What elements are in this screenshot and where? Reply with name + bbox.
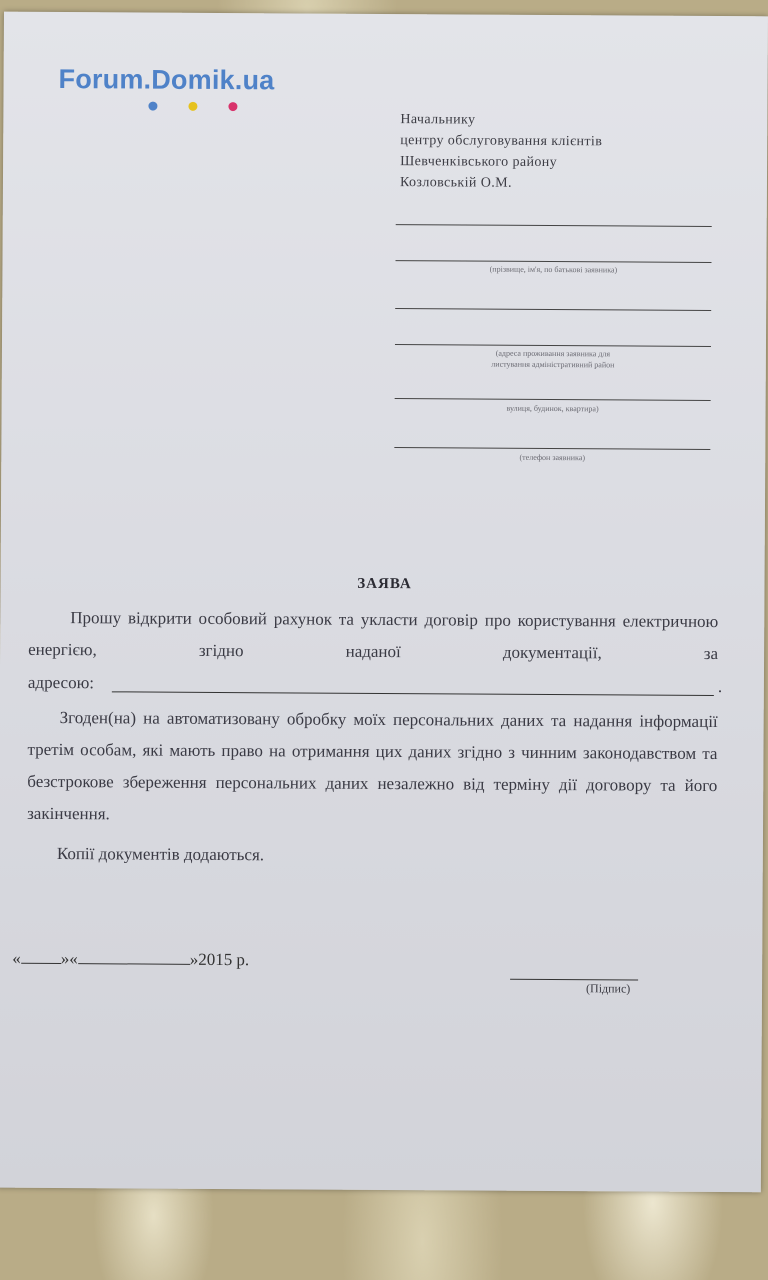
addressee-line-4: Козловській О.М. [399, 175, 512, 191]
service-address-label: адресою: [27, 672, 95, 693]
service-address-row [27, 669, 723, 701]
document-title: ЗАЯВА [357, 575, 412, 593]
caption-phone: (телефон заявника) [519, 452, 586, 463]
signature-field[interactable] [510, 979, 638, 981]
service-address-field[interactable] [112, 691, 714, 696]
signature-caption: (Підпис) [586, 981, 631, 996]
caption-street: вулиця, будинок, квартира) [506, 403, 599, 414]
watermark-dot-yellow [188, 102, 197, 111]
watermark-dots [148, 102, 248, 113]
addressee-line-2: центру обслуговування клієнтів [400, 133, 603, 150]
date-quote-open: « [12, 948, 21, 968]
document-sheet [0, 12, 768, 1193]
applicant-name-line-2[interactable] [395, 260, 711, 263]
caption-name: (прізвище, ім'я, по батькові заявника) [489, 264, 618, 275]
applicant-address-line-2[interactable] [395, 344, 711, 347]
applicant-address-line-1[interactable] [395, 308, 711, 311]
service-address-end: . [717, 677, 723, 697]
attachments-note: Копії документів додаються. [56, 844, 265, 865]
addressee-line-1: Начальнику [400, 112, 476, 128]
request-paragraph: Прошу відкрити особовий рахунок та укласти договір про користування електричною енергією, згідно наданої документації, за [28, 608, 719, 664]
watermark-dot-blue [148, 102, 157, 111]
applicant-street-line[interactable] [395, 398, 711, 401]
applicant-name-line-1[interactable] [396, 224, 712, 227]
caption-address-2: листування адміністративний район [491, 359, 615, 370]
applicant-phone-line[interactable] [394, 447, 710, 450]
watermark-logo: Forum.Domik.ua [58, 64, 275, 96]
date-row [12, 949, 249, 970]
consent-paragraph: Згоден(на) на автоматизовану обробку моїх персональних даних та надання інформації третім особам, які мають право на отримання цих даних згідно з чинним законодавством та безстрокове збереження персональних даних незалежно від терміну дії договору та його закінчення. [27, 708, 718, 824]
date-day-field[interactable] [21, 962, 61, 964]
caption-address-1: (адреса проживання заявника для [495, 348, 611, 359]
addressee-line-3: Шевченківського району [400, 154, 558, 171]
date-quote-close: » [189, 949, 199, 969]
date-year: 2015 р. [198, 949, 250, 970]
date-month-field[interactable] [78, 962, 190, 965]
date-quote-mid: »« [60, 949, 78, 969]
watermark-dot-red [228, 102, 237, 111]
